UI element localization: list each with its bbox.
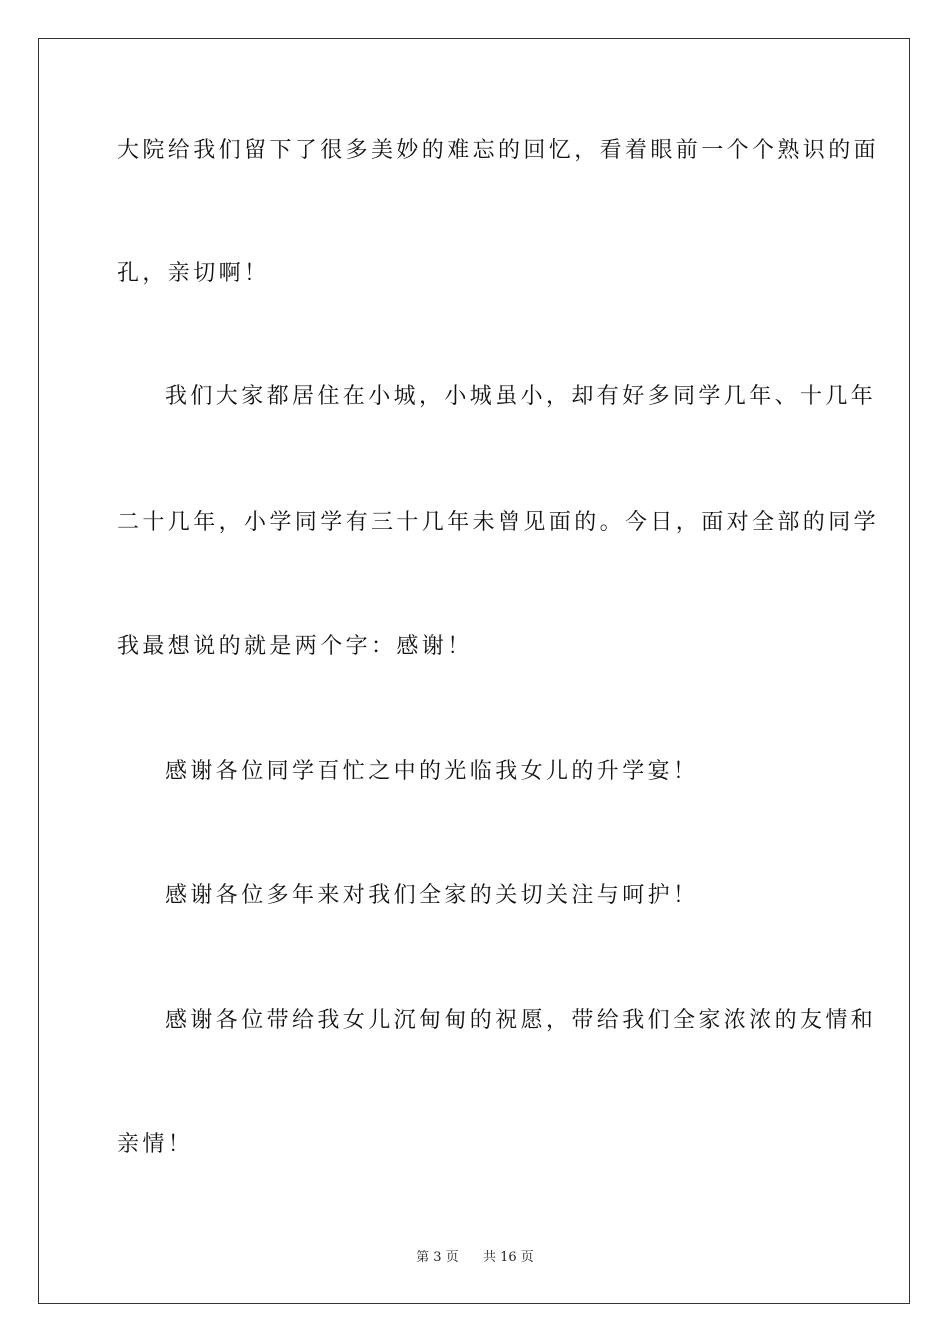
text-line-2: 孔，亲切啊！	[117, 261, 270, 286]
total-pages: 共 16 页	[483, 1250, 534, 1265]
text-line-1: 大院给我们留下了很多美妙的难忘的回忆，看着眼前一个个熟识的面	[117, 138, 880, 163]
text-line-3: 我们大家都居住在小城，小城虽小，却有好多同学几年、十几年	[165, 384, 877, 409]
text-line-7: 感谢各位多年来对我们全家的关切关注与呵护！	[165, 883, 699, 908]
page-footer	[0, 1246, 950, 1265]
text-line-4: 二十几年，小学同学有三十几年未曾见面的。今日，面对全部的同学	[117, 510, 880, 535]
text-line-8: 感谢各位带给我女儿沉甸甸的祝愿，带给我们全家浓浓的友情和	[165, 1008, 877, 1033]
page-border	[38, 38, 910, 1304]
text-line-9: 亲情！	[117, 1132, 194, 1157]
page-number: 第 3 页	[416, 1250, 459, 1265]
text-line-6: 感谢各位同学百忙之中的光临我女儿的升学宴！	[165, 759, 699, 784]
text-line-5: 我最想说的就是两个字：感谢！	[117, 634, 473, 659]
